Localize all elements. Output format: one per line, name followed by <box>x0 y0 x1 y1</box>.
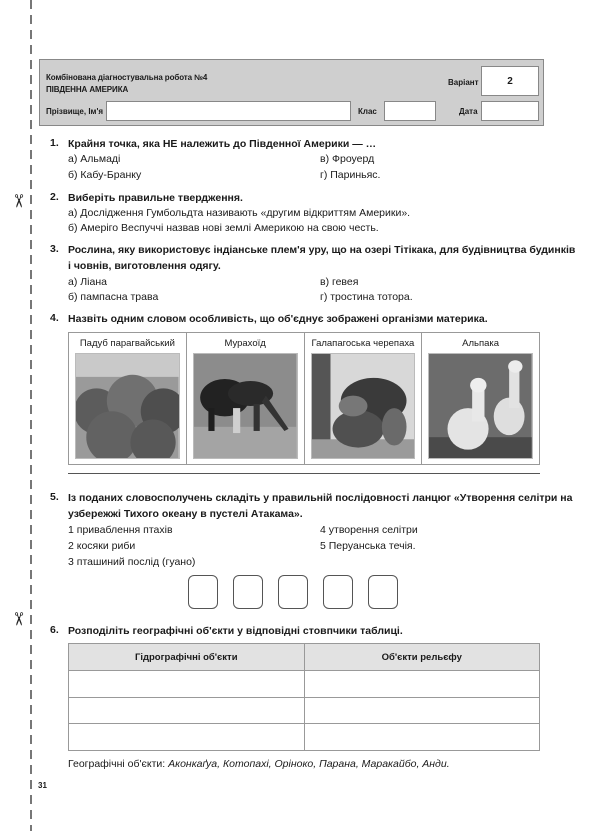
sequence-box-5[interactable] <box>368 575 398 609</box>
title-line-1: Комбінована діагностувальна робота №4 <box>46 73 208 82</box>
table-cell[interactable] <box>69 724 305 751</box>
name-field[interactable] <box>106 101 351 121</box>
table-row <box>69 671 540 698</box>
option-b[interactable]: б) пампасна трава <box>68 291 159 303</box>
option-g[interactable]: г) Париньяс. <box>320 169 381 181</box>
photo-cell <box>69 333 187 464</box>
photo-caption: Падуб парагвайський <box>79 338 175 349</box>
chain-item-2: 2 косяки риби <box>68 540 136 552</box>
page-number: 31 <box>38 781 47 790</box>
question-number: 2. <box>50 191 59 203</box>
sequence-box-2[interactable] <box>233 575 263 609</box>
header-relief: Об'єкти рельєфу <box>304 644 540 671</box>
chain-item-1: 1 приваблення птахів <box>68 524 173 536</box>
alpaca-photo-icon <box>428 353 533 459</box>
question-text-line-1: Із поданих словосполучень складіть у правильній послідовності ланцюг «Утворення селітри на <box>68 492 573 504</box>
variant-field[interactable]: 2 <box>481 66 539 96</box>
geo-objects-table <box>68 643 540 751</box>
photo-cell <box>305 333 423 464</box>
geo-objects-items: Аконкаґуа, Котопахі, Оріноко, Парана, Маракайбо, Анди. <box>168 758 450 770</box>
question-text: Виберіть правильне твердження. <box>68 192 243 204</box>
date-field[interactable] <box>481 101 539 121</box>
chain-item-4: 4 утворення селітри <box>320 524 418 536</box>
sequence-box-1[interactable] <box>188 575 218 609</box>
question-number: 3. <box>50 243 59 255</box>
photo-cell <box>187 333 305 464</box>
table-row <box>69 724 540 751</box>
photo-caption: Галапагоська черепаха <box>311 338 415 349</box>
question-text-line-2: і човнів, виготовлення одягу. <box>68 260 221 272</box>
sequence-box-4[interactable] <box>323 575 353 609</box>
question-number: 5. <box>50 491 59 503</box>
option-v[interactable]: в) гевея <box>320 276 359 288</box>
question-text-line-2: узбережжі Тихого океану в пустелі Атакама». <box>68 508 303 520</box>
photo-cell <box>422 333 539 464</box>
photo-caption: Мурахоїд <box>224 338 266 349</box>
table-cell[interactable] <box>304 697 540 724</box>
table-row <box>69 697 540 724</box>
name-label: Прізвище, Ім'я <box>46 107 104 116</box>
class-field[interactable] <box>384 101 436 121</box>
table-cell[interactable] <box>69 697 305 724</box>
question-text: Крайня точка, яка НЕ належить до Південної Америки — … <box>68 138 377 150</box>
question-number: 1. <box>50 137 59 149</box>
table-cell[interactable] <box>304 724 540 751</box>
option-b[interactable]: б) Кабу-Бранку <box>68 169 142 181</box>
tortoise-photo-icon <box>311 353 416 459</box>
answer-line[interactable] <box>68 473 540 474</box>
organism-photos <box>68 332 540 465</box>
geo-objects-list <box>68 758 450 770</box>
scissors-icon: ✂ <box>8 611 29 627</box>
scissors-icon: ✂ <box>8 193 29 209</box>
option-a[interactable]: а) Ліана <box>68 276 107 288</box>
photo-caption: Альпака <box>462 338 500 349</box>
variant-label: Варіант <box>448 78 479 87</box>
question-text: Назвіть одним словом особливість, що об'єднує зображені організми материка. <box>68 313 488 325</box>
anteater-photo-icon <box>193 353 298 459</box>
table-cell[interactable] <box>69 671 305 698</box>
question-number: 6. <box>50 624 59 636</box>
date-label: Дата <box>459 107 478 116</box>
option-a[interactable]: а) Альмаді <box>68 153 121 165</box>
chain-item-3: 3 пташиний послід (гуано) <box>68 556 196 568</box>
table-cell[interactable] <box>304 671 540 698</box>
worksheet-header <box>39 59 544 126</box>
chain-item-5: 5 Перуанська течія. <box>320 540 416 552</box>
question-text-line-1: Рослина, яку використовує індіанське плем'я уру, що на озері Тітікака, для будівництва будинків <box>68 244 576 256</box>
question-text: Розподіліть географічні об'єкти у відповідні стовпчики таблиці. <box>68 625 403 637</box>
cut-line <box>30 0 32 831</box>
header-hydrographic: Гідрографічні об'єкти <box>69 644 305 671</box>
sequence-box-3[interactable] <box>278 575 308 609</box>
option-a[interactable]: а) Дослідження Гумбольдта називають «другим відкриттям Америки». <box>68 207 411 219</box>
option-v[interactable]: в) Фроуерд <box>320 153 375 165</box>
worksheet-title <box>46 72 207 96</box>
option-g[interactable]: г) тростина тотора. <box>320 291 413 303</box>
class-label: Клас <box>358 107 377 116</box>
option-b[interactable]: б) Амеріго Веспуччі назвав нові землі Америкою на свою честь. <box>68 222 379 234</box>
geo-objects-label: Географічні об'єкти: <box>68 758 169 770</box>
title-line-2: ПІВДЕННА АМЕРИКА <box>46 85 129 94</box>
shrub-photo-icon <box>75 353 180 459</box>
question-number: 4. <box>50 312 59 324</box>
